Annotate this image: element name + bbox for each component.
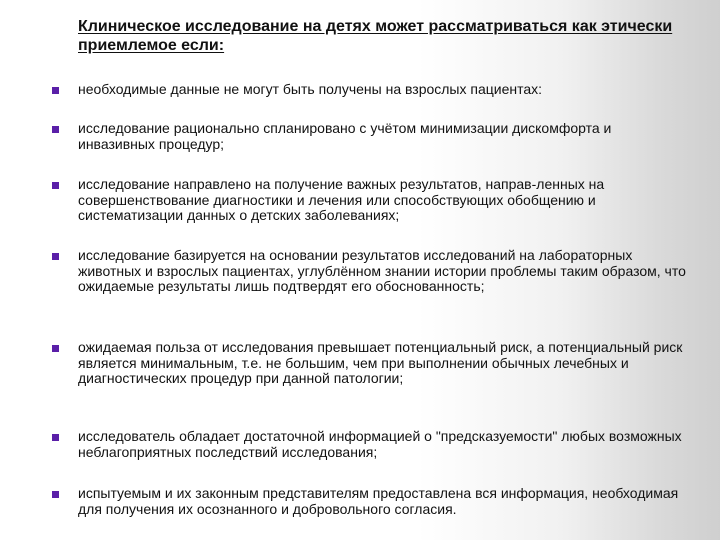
square-bullet-icon bbox=[52, 126, 59, 133]
square-bullet-icon bbox=[52, 87, 59, 94]
list-item-text: исследование рационально спланировано с учётом минимизации дискомфорта и инвазивных процедур; bbox=[78, 120, 612, 152]
list-item-text: необходимые данные не могут быть получены на взрослых пациентах: bbox=[78, 81, 543, 97]
square-bullet-icon bbox=[52, 345, 59, 352]
list-item-text: исследование направлено на получение важных результатов, направ-ленных на совершенствование диагностики и лечения или способствующих обобщению и систематизации данных о детских заболеваниях; bbox=[78, 176, 605, 223]
square-bullet-icon bbox=[52, 434, 59, 441]
square-bullet-icon bbox=[52, 253, 59, 260]
list-item-text: испытуемым и их законным представителям предоставлена вся информация, необходимая для получения их осознанного и добровольного согласия. bbox=[78, 485, 679, 517]
list-item-text: исследователь обладает достаточной информацией о "предсказуемости" любых возможных неблагоприятных последствий исследования; bbox=[78, 428, 682, 460]
square-bullet-icon bbox=[52, 182, 59, 189]
slide-title: Клиническое исследование на детях может рассматриваться как этически приемлемое если: bbox=[78, 18, 673, 54]
list-item-text: ожидаемая польза от исследования превышает потенциальный риск, а потенциальный риск является минимальным, т.е. не большим, чем при выполнении обычных лечебных и диагностических процедур при данной патологии; bbox=[78, 339, 683, 386]
square-bullet-icon bbox=[52, 491, 59, 498]
list-item-text: исследование базируется на основании результатов исследований на лабораторных животных и взрослых пациентах, углублённом знании истории проблемы таким образом, что ожидаемые результаты лишь подтвердят его обоснованность; bbox=[78, 247, 686, 294]
